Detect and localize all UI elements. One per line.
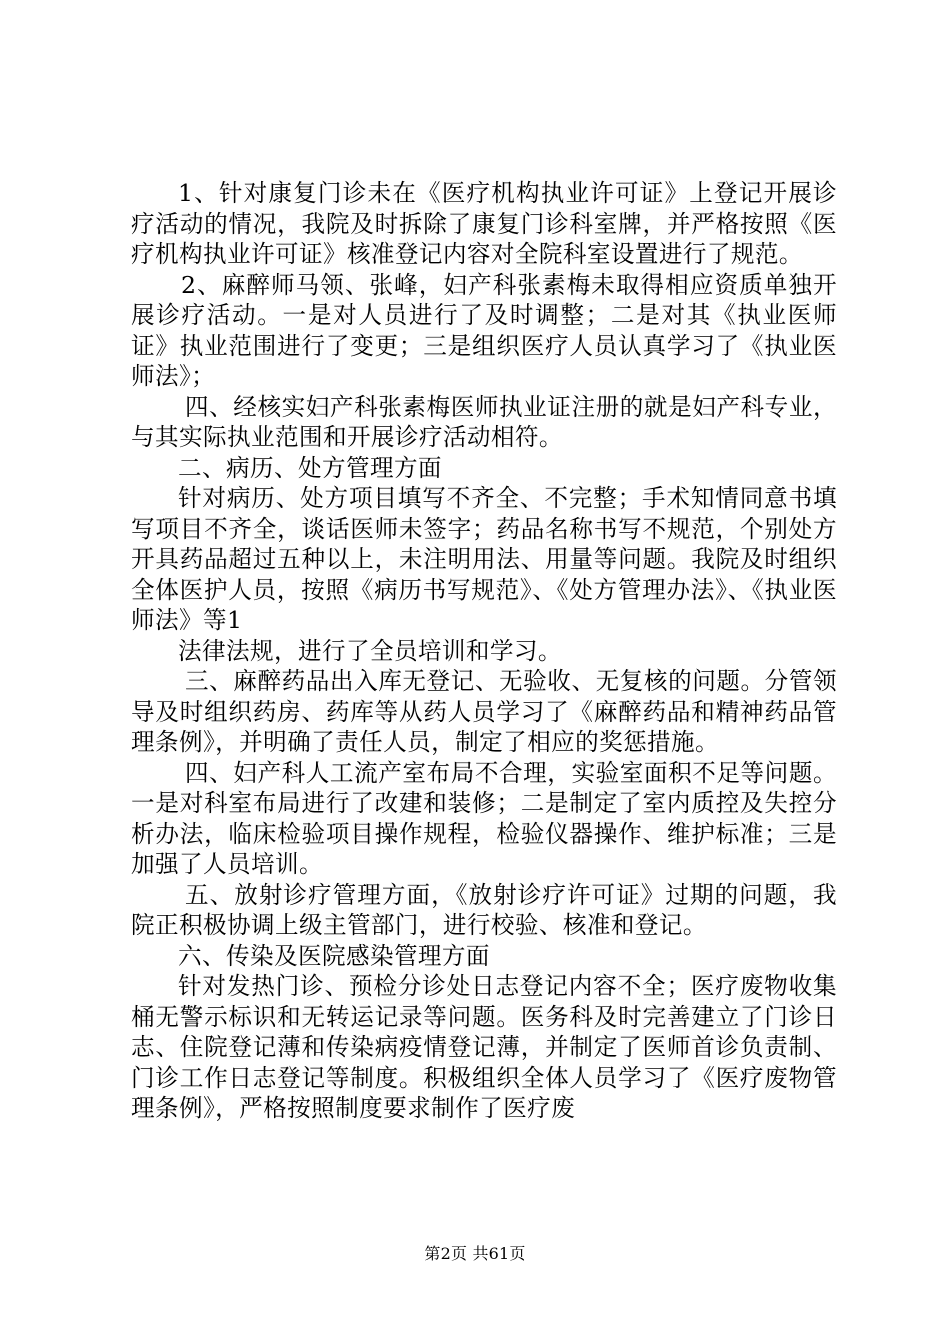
paragraph-infection: 针对发热门诊、预检分诊处日志登记内容不全；医疗废物收集桶无警示标识和无转运记录等问题。医务科及时完善建立了门诊日志、住院登记薄和传染病疫情登记薄，并制定了医师首诊负责制、门诊工作日志登记等制度。积极组织全体人员学习了《医疗废物管理条例》，严格按照制度要求制作了医疗废 xyxy=(131,972,837,1122)
page-number-footer: 第2页 共61页 xyxy=(424,1244,526,1263)
paragraph-radiology: 五、放射诊疗管理方面，《放射诊疗许可证》过期的问题，我院正积极协调上级主管部门，进行校验、核准和登记。 xyxy=(131,880,837,939)
paragraph-records: 针对病历、处方项目填写不齐全、不完整；手术知情同意书填写项目不齐全，谈话医师未签字；药品名称书写不规范，个别处方开具药品超过五种以上，未注明用法、用量等问题。我院及时组织全体医护人员，按照《病历书写规范》、《处方管理办法》、《执业医师法》等1 xyxy=(131,484,837,634)
section-heading-records: 二、病历、处方管理方面 xyxy=(178,453,442,482)
section-heading-infection: 六、传染及医院感染管理方面 xyxy=(178,941,490,970)
document-body xyxy=(131,178,837,1124)
paragraph-obstetrics-layout: 四、妇产科人工流产室布局不合理，实验室面积不足等问题。一是对科室布局进行了改建和装修；二是制定了室内质控及失控分析办法，临床检验项目操作规程，检验仪器操作、维护标准；三是加强了人员培训。 xyxy=(131,758,837,878)
paragraph-anesthesiologists: 2、麻醉师马领、张峰，妇产科张素梅未取得相应资质单独开展诊疗活动。一是对人员进行了及时调整；二是对其《执业医师证》执业范围进行了变更；三是组织医疗人员认真学习了《执业医师法》； xyxy=(131,270,837,390)
paragraph-training: 法律法规，进行了全员培训和学习。 xyxy=(178,636,562,665)
paragraph-verification: 四、经核实妇产科张素梅医师执业证注册的就是妇产科专业，与其实际执业范围和开展诊疗活动相符。 xyxy=(131,392,837,451)
paragraph-rehab-clinic: 1、针对康复门诊未在《医疗机构执业许可证》上登记开展诊疗活动的情况，我院及时拆除了康复门诊科室牌，并严格按照《医疗机构执业许可证》核准登记内容对全院科室设置进行了规范。 xyxy=(131,179,837,268)
paragraph-anesthetic-drugs: 三、麻醉药品出入库无登记、无验收、无复核的问题。分管领导及时组织药房、药库等从药人员学习了《麻醉药品和精神药品管理条例》，并明确了责任人员，制定了相应的奖惩措施。 xyxy=(131,667,837,756)
